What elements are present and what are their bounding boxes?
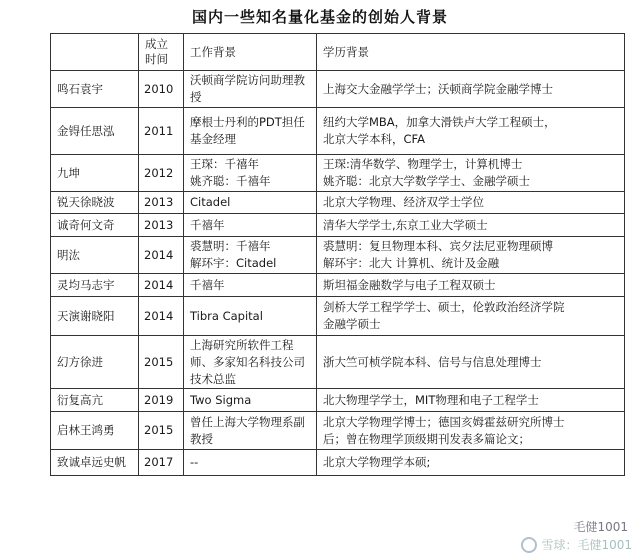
- founder-name: 九坤: [51, 155, 139, 192]
- education-background: 裘慧明：复旦物理本科、宾夕法尼亚物理硕博 解环宇：北大 计算机、统计及金融: [317, 237, 625, 274]
- education-background: 北大物理学学士，MIT物理和电子工程学士: [317, 389, 625, 412]
- founder-name: 鸣石袁宇: [51, 71, 139, 108]
- education-background: 王琛:清华数学、物理学士，计算机博士 姚齐聪：北京大学数学学士、金融学硕士: [317, 155, 625, 192]
- table-row: [51, 214, 625, 237]
- work-background: 沃顿商学院访问助理教授: [184, 71, 317, 108]
- founders-table: [50, 33, 625, 476]
- founding-year: 2014: [139, 237, 184, 274]
- education-background: 浙大竺可桢学院本科、信号与信息处理博士: [317, 336, 625, 389]
- work-background: Two Sigma: [184, 389, 317, 412]
- snowball-logo-icon: [521, 537, 537, 553]
- work-background: 曾任上海大学物理系副教授: [184, 412, 317, 450]
- table-row: [51, 108, 625, 155]
- page-title: 国内一些知名量化基金的创始人背景: [191, 8, 448, 26]
- education-background: 清华大学学士,东京工业大学硕士: [317, 214, 625, 237]
- work-background: 裘慧明：千禧年 解环宇：Citadel: [184, 237, 317, 274]
- table-row: [51, 237, 625, 274]
- table-body: [51, 71, 625, 476]
- work-background: 摩根士丹利的PDT担任基金经理: [184, 108, 317, 155]
- education-background: 北京大学物理学博士；德国亥姆霍兹研究所博士 后；曾在物理学顶级期刊发表多篇论文；: [317, 412, 625, 450]
- founder-name: 启林王鸿勇: [51, 412, 139, 450]
- founder-name: 致诚卓远史帆: [51, 450, 139, 476]
- founding-year: 2011: [139, 108, 184, 155]
- founder-name: 金锝任思泓: [51, 108, 139, 155]
- table-row: [51, 336, 625, 389]
- header-work: 工作背景: [184, 34, 317, 71]
- education-background: 北京大学物理、经济双学士学位: [317, 192, 625, 214]
- founder-name: 灵均马志宇: [51, 274, 139, 297]
- founding-year: 2010: [139, 71, 184, 108]
- header-edu: 学历背景: [317, 34, 625, 71]
- founding-year: 2015: [139, 412, 184, 450]
- founder-name: 明汯: [51, 237, 139, 274]
- founding-year: 2019: [139, 389, 184, 412]
- table-row: [51, 274, 625, 297]
- work-background: 上海研究所软件工程师、多家知名科技公司技术总监: [184, 336, 317, 389]
- watermark: [521, 536, 632, 553]
- table-row: [51, 297, 625, 336]
- founding-year: 2014: [139, 297, 184, 336]
- work-background: Citadel: [184, 192, 317, 214]
- founder-name: 衍复高亢: [51, 389, 139, 412]
- table-row: [51, 450, 625, 476]
- work-background: 千禧年: [184, 274, 317, 297]
- education-background: 剑桥大学工程学学士、硕士，伦敦政治经济学院 金融学硕士: [317, 297, 625, 336]
- founding-year: 2013: [139, 214, 184, 237]
- founder-name: 锐天徐晓波: [51, 192, 139, 214]
- header-year: 成立 时间: [139, 34, 184, 71]
- table-row: [51, 155, 625, 192]
- table-row: [51, 71, 625, 108]
- founding-year: 2014: [139, 274, 184, 297]
- founding-year: 2017: [139, 450, 184, 476]
- education-background: 上海交大金融学学士；沃顿商学院金融学博士: [317, 71, 625, 108]
- work-background: Tibra Capital: [184, 297, 317, 336]
- table-row: [51, 412, 625, 450]
- watermark-text: 雪球：毛健1001: [541, 538, 632, 552]
- table-header-row: [51, 34, 625, 71]
- header-name: [51, 34, 139, 71]
- founder-name: 诚奇何文奇: [51, 214, 139, 237]
- table-row: [51, 389, 625, 412]
- education-background: 斯坦福金融数学与电子工程双硕士: [317, 274, 625, 297]
- work-background: 千禧年: [184, 214, 317, 237]
- watermark-handle: 毛健1001: [573, 520, 628, 534]
- work-background: 王琛：千禧年 姚齐聪：千禧年: [184, 155, 317, 192]
- table-row: [51, 192, 625, 214]
- founding-year: 2013: [139, 192, 184, 214]
- education-background: 纽约大学MBA，加拿大滑铁卢大学工程硕士， 北京大学本科，CFA: [317, 108, 625, 155]
- work-background: --: [184, 450, 317, 476]
- founding-year: 2012: [139, 155, 184, 192]
- founding-year: 2015: [139, 336, 184, 389]
- founder-name: 幻方徐进: [51, 336, 139, 389]
- founder-name: 天演谢晓阳: [51, 297, 139, 336]
- education-background: 北京大学物理学本硕;: [317, 450, 625, 476]
